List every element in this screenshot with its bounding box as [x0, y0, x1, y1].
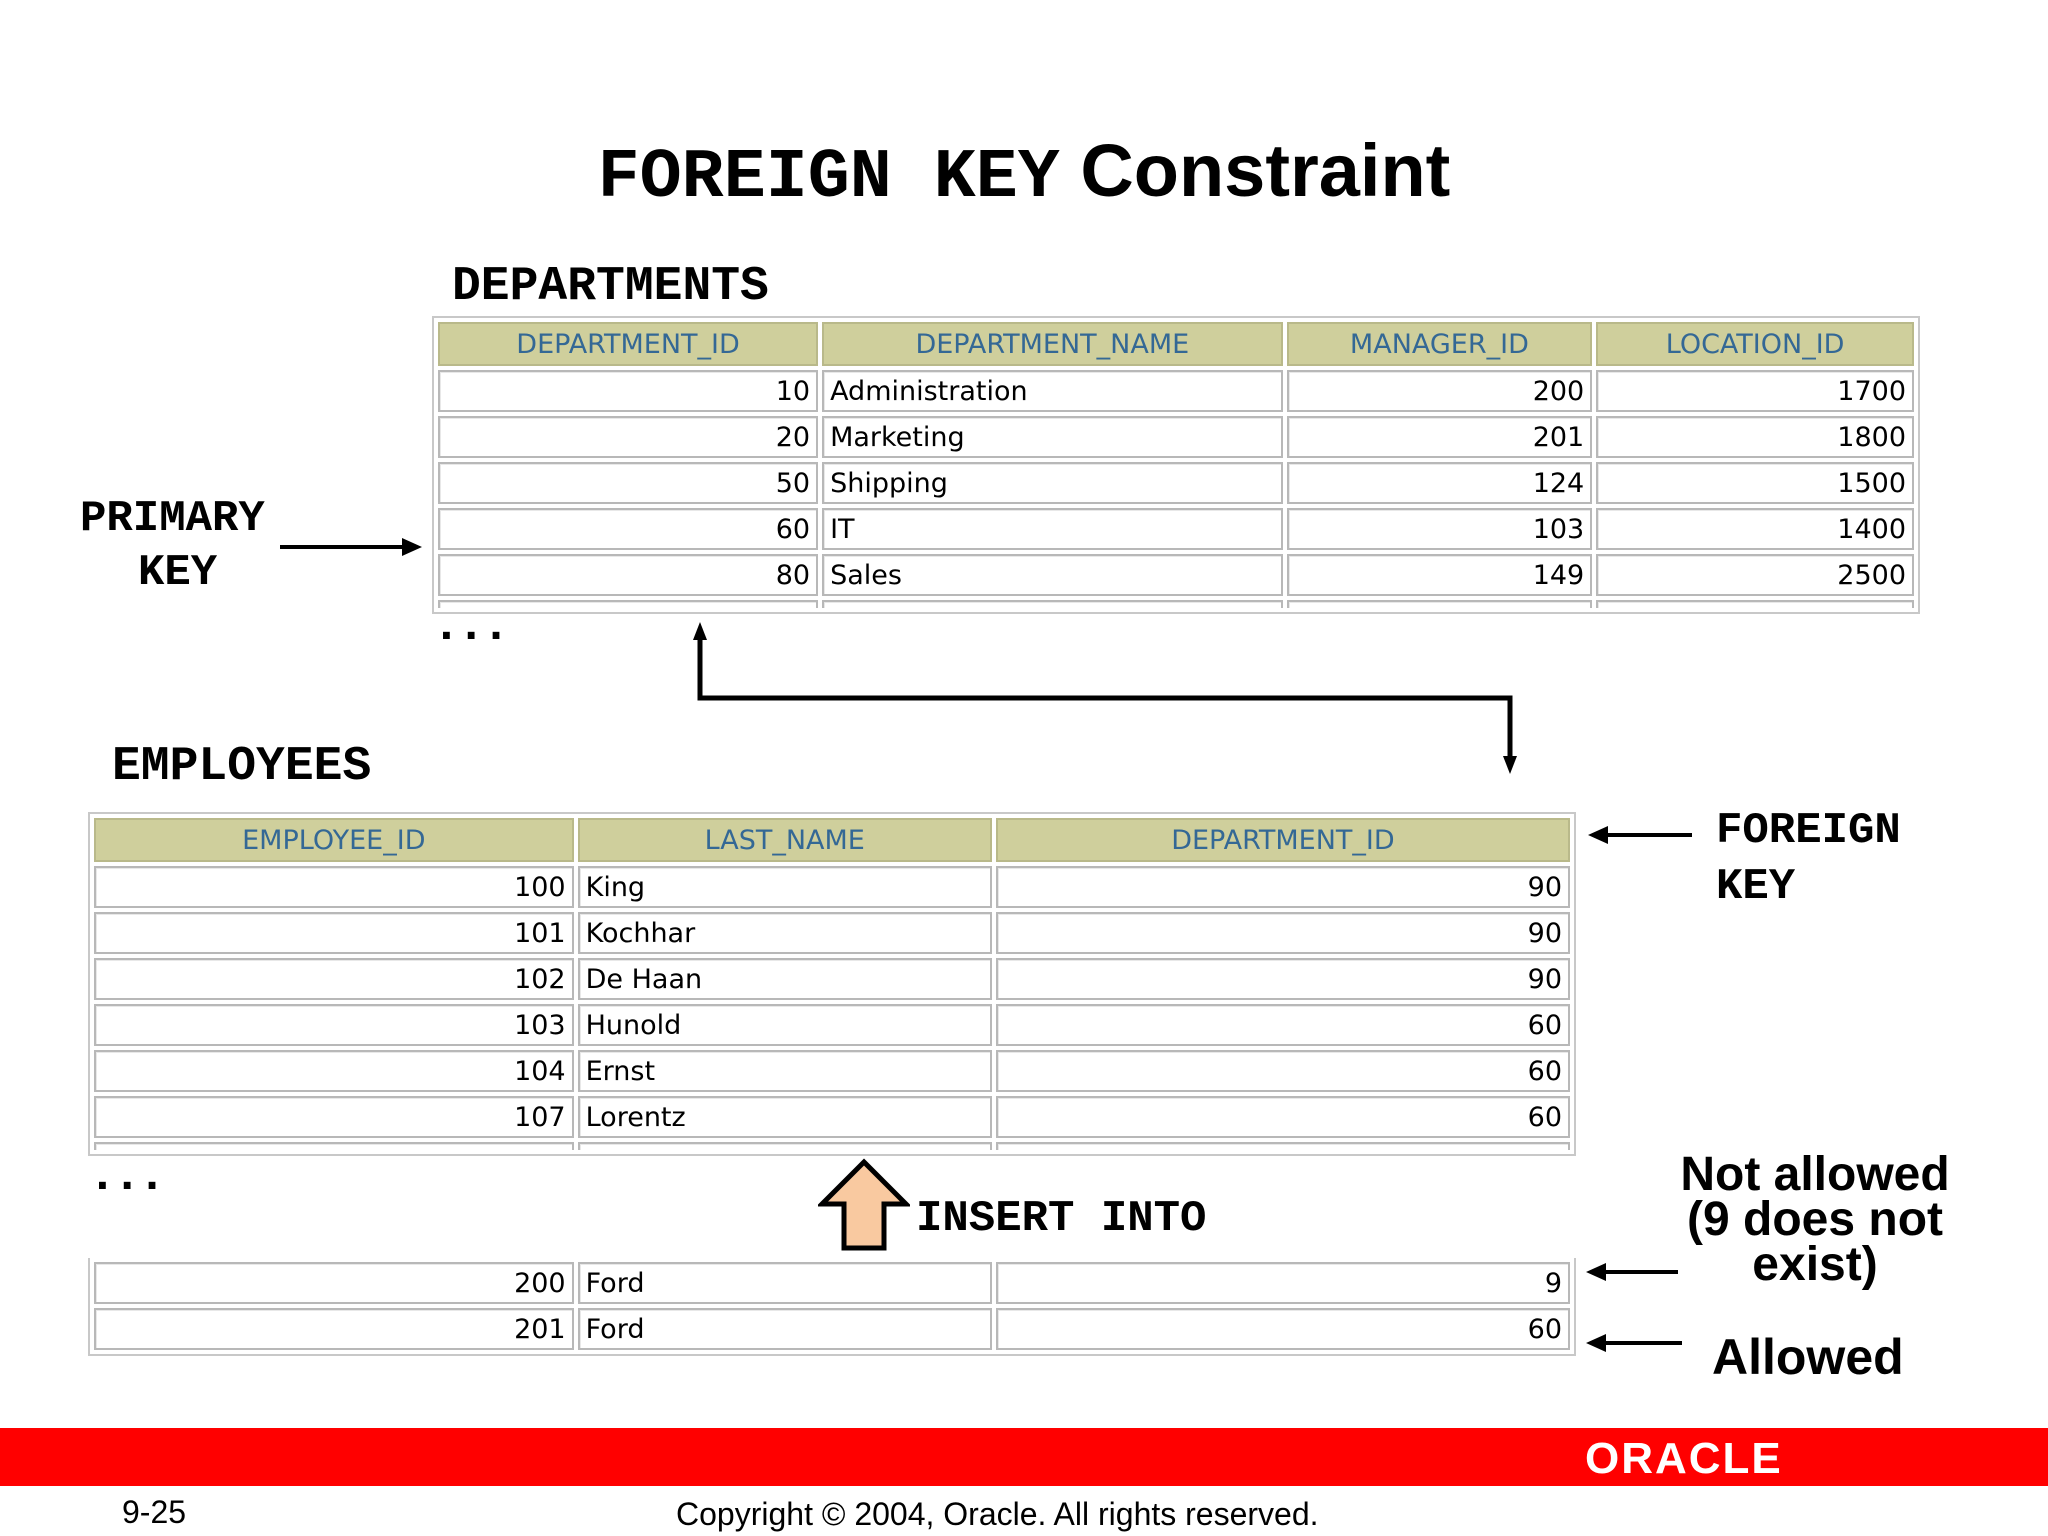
table-cell: 90 — [996, 958, 1570, 1000]
table-cell: Sales — [822, 554, 1283, 596]
table-cell: De Haan — [578, 958, 992, 1000]
slide-number: 9-25 — [122, 1494, 187, 1530]
employees-ellipsis: ... — [88, 1150, 163, 1204]
column-header: LOCATION_ID — [1596, 322, 1914, 366]
table-cell: Shipping — [822, 462, 1283, 504]
slide-title — [0, 128, 2048, 218]
table-cell: 1700 — [1596, 370, 1914, 412]
table-row — [94, 958, 1570, 1000]
table-row — [94, 1004, 1570, 1046]
table-cell: Administration — [822, 370, 1283, 412]
table-cell: Ernst — [578, 1050, 992, 1092]
employees-table — [88, 812, 1576, 1156]
foreign-key-label-line2: KEY — [1716, 862, 1796, 912]
table-row — [94, 1308, 1570, 1350]
table-cell: 149 — [1287, 554, 1593, 596]
oracle-logo: ORACLE — [1585, 1434, 1783, 1483]
insert-up-arrow-icon — [818, 1158, 910, 1252]
table-row — [94, 1096, 1570, 1138]
table-cell: 90 — [996, 912, 1570, 954]
table-cell: 60 — [996, 1004, 1570, 1046]
table-cell: Hunold — [578, 1004, 992, 1046]
table-cell: 102 — [94, 958, 574, 1000]
column-header: DEPARTMENT_ID — [438, 322, 818, 366]
departments-ellipsis: ... — [432, 600, 507, 654]
departments-header-row — [438, 322, 1914, 366]
table-cell: 103 — [1287, 508, 1593, 550]
not-allowed-line2: (9 does not — [1686, 1193, 1943, 1246]
table-row — [438, 416, 1914, 458]
primary-key-label-line1: PRIMARY — [80, 494, 265, 544]
table-cell: Lorentz — [578, 1096, 992, 1138]
title-constraint: Constraint — [1080, 129, 1451, 212]
primary-key-arrow-icon — [276, 534, 426, 560]
table-cell: 1500 — [1596, 462, 1914, 504]
table-cell: 60 — [996, 1050, 1570, 1092]
table-row — [94, 1262, 1570, 1304]
copyright-notice: Copyright © 2004, Oracle. All rights reserved. — [676, 1496, 1319, 1532]
table-cell: 80 — [438, 554, 818, 596]
table-cell: 201 — [94, 1308, 574, 1350]
table-cell: Kochhar — [578, 912, 992, 954]
table-row — [94, 1050, 1570, 1092]
foreign-key-label-line1: FOREIGN — [1716, 806, 1901, 856]
table-cell: 20 — [438, 416, 818, 458]
column-header: EMPLOYEE_ID — [94, 818, 574, 862]
truncated-row — [94, 1142, 1570, 1150]
table-cell: 107 — [94, 1096, 574, 1138]
table-cell: 103 — [94, 1004, 574, 1046]
employees-label: EMPLOYEES — [112, 740, 372, 794]
table-cell: 2500 — [1596, 554, 1914, 596]
table-cell: 9 — [996, 1262, 1570, 1304]
table-cell: 1800 — [1596, 416, 1914, 458]
title-foreign-key: FOREIGN KEY — [597, 139, 1060, 218]
primary-key-label-line2: KEY — [138, 548, 218, 598]
table-cell: Ford — [578, 1262, 992, 1304]
table-cell: 1400 — [1596, 508, 1914, 550]
reference-connector-arrow-icon — [680, 620, 1520, 780]
not-allowed-line1: Not allowed — [1680, 1148, 1950, 1201]
table-cell: 10 — [438, 370, 818, 412]
table-cell: 60 — [996, 1308, 1570, 1350]
table-cell: 100 — [94, 866, 574, 908]
not-allowed-line3: exist) — [1752, 1238, 1878, 1291]
not-allowed-note — [1640, 1148, 1990, 1291]
table-cell: Ford — [578, 1308, 992, 1350]
truncated-row — [438, 600, 1914, 608]
table-cell: 200 — [94, 1262, 574, 1304]
table-cell: 124 — [1287, 462, 1593, 504]
table-cell: 60 — [438, 508, 818, 550]
column-header: DEPARTMENT_NAME — [822, 322, 1283, 366]
table-cell: 104 — [94, 1050, 574, 1092]
employees-header-row — [94, 818, 1570, 862]
table-cell: 101 — [94, 912, 574, 954]
table-row — [94, 866, 1570, 908]
insert-rows-table — [88, 1258, 1576, 1356]
table-row — [438, 370, 1914, 412]
table-row — [94, 912, 1570, 954]
table-cell: 50 — [438, 462, 818, 504]
column-header: LAST_NAME — [578, 818, 992, 862]
table-cell: 60 — [996, 1096, 1570, 1138]
departments-table — [432, 316, 1920, 614]
table-cell: Marketing — [822, 416, 1283, 458]
table-cell: 90 — [996, 866, 1570, 908]
allowed-arrow-icon — [1584, 1330, 1684, 1356]
insert-into-label: INSERT INTO — [916, 1194, 1207, 1244]
departments-label: DEPARTMENTS — [452, 260, 769, 314]
column-header: MANAGER_ID — [1287, 322, 1593, 366]
table-row — [438, 508, 1914, 550]
not-allowed-arrow-icon — [1584, 1259, 1680, 1285]
table-cell: IT — [822, 508, 1283, 550]
table-row — [438, 554, 1914, 596]
table-cell: King — [578, 866, 992, 908]
column-header: DEPARTMENT_ID — [996, 818, 1570, 862]
table-row — [438, 462, 1914, 504]
foreign-key-arrow-icon — [1586, 822, 1696, 848]
allowed-note: Allowed — [1712, 1329, 1904, 1385]
table-cell: 200 — [1287, 370, 1593, 412]
table-cell: 201 — [1287, 416, 1593, 458]
